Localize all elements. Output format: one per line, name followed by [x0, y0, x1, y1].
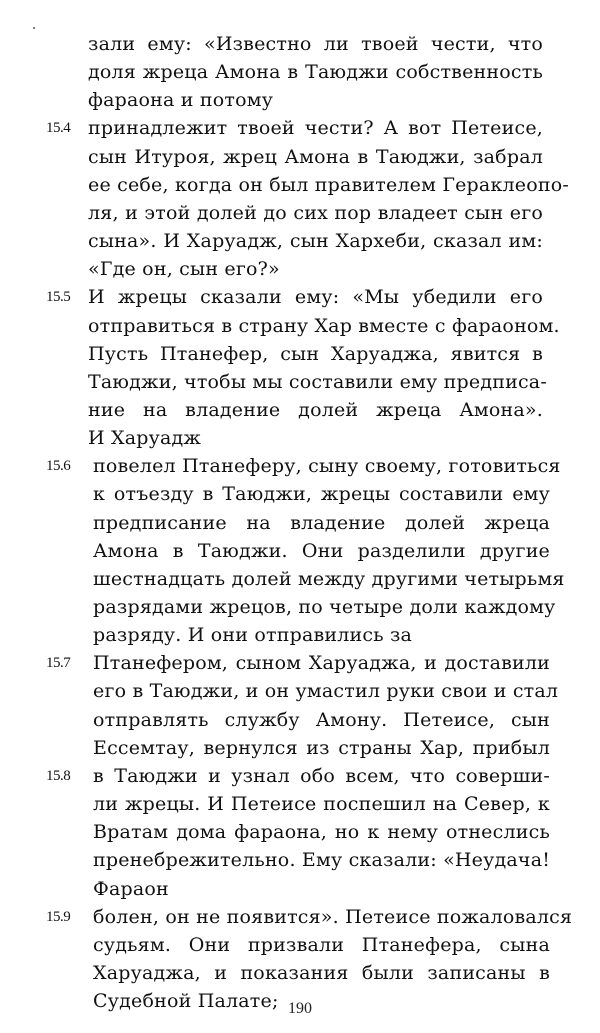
text-line: ее себе, когда он был правителем Гераклеопо- — [88, 174, 569, 196]
text-line: пренебрежительно. Ему сказали: «Неудача! — [93, 849, 551, 871]
text-line: сын Итуроя, жрец Амона в Таюджи, забрал — [88, 146, 543, 168]
text-line: Таюджи, чтобы мы составили ему предписа- — [88, 371, 547, 393]
text-line: И Харуадж — [88, 427, 202, 449]
text-line: Харуаджа, и показания были записаны в — [93, 962, 550, 984]
text-line: повелел Птанеферу, сыну своему, готовиться — [93, 455, 561, 477]
text-line: Судебной Палате; — [93, 990, 279, 1012]
text-line: судьям. Они призвали Птанефера, сына — [93, 934, 550, 956]
verse-number: 15.4 — [46, 120, 71, 136]
text-line: его в Таюджи, и он умастил руки свои и стал — [93, 680, 559, 702]
text-line: фараона и потому — [88, 89, 274, 111]
text-line: Ессемтау, вернулся из страны Хар, прибыл — [93, 737, 550, 759]
text-line: сына». И Харуадж, сын Хархеби, сказал им: — [88, 230, 543, 252]
verse-number: 15.5 — [46, 289, 71, 305]
text-line: зали ему: «Известно ли твоей чести, что — [88, 33, 543, 55]
verse-number: 15.9 — [46, 909, 71, 925]
text-line: «Где он, сын его?» — [88, 258, 280, 280]
text-line: ля, и этой долей до сих пор владеет сын его — [88, 202, 543, 224]
text-line: отправиться в страну Хар вместе с фараоном. — [88, 315, 560, 337]
verse-number: 15.7 — [46, 655, 71, 671]
text-line: И жрецы сказали ему: «Мы убедили его — [88, 286, 543, 308]
text-line: ли жрецы. И Петеисе поспешил на Север, к — [93, 793, 550, 815]
scan-speck — [33, 27, 35, 29]
text-line: к отъезду в Таюджи, жрецы составили ему — [93, 483, 550, 505]
verse-number: 15.8 — [46, 768, 71, 784]
text-line: Фараон — [93, 878, 169, 900]
text-line: доля жреца Амона в Таюджи собственность — [88, 61, 543, 83]
text-line: предписание на владение долей жреца — [93, 512, 550, 534]
text-line: Пусть Птанефер, сын Харуаджа, явится в — [88, 343, 543, 365]
text-line: ние на владение долей жреца Амона». — [88, 399, 543, 421]
verse-number: 15.6 — [46, 458, 71, 474]
text-line: Птанефером, сыном Харуаджа, и доставили — [93, 652, 550, 674]
text-line: Амона в Таюджи. Они разделили другие — [93, 540, 550, 562]
text-line: шестнадцать долей между другими четырьмя — [93, 568, 565, 590]
text-line: разряду. И они отправились за — [93, 624, 413, 646]
text-line: отправлять службу Амону. Петеисе, сын — [93, 709, 550, 731]
text-line: разрядами жрецов, по четыре доли каждому — [93, 596, 556, 618]
text-line: Вратам дома фараона, но к нему отнеслись — [93, 821, 550, 843]
page-number: 190 — [288, 1000, 312, 1017]
text-line: принадлежит твоей чести? А вот Петеисе, — [88, 117, 543, 139]
text-line: болен, он не появится». Петеисе пожаловался — [93, 906, 573, 928]
text-line: в Таюджи и узнал обо всем, что соверши- — [93, 765, 550, 787]
